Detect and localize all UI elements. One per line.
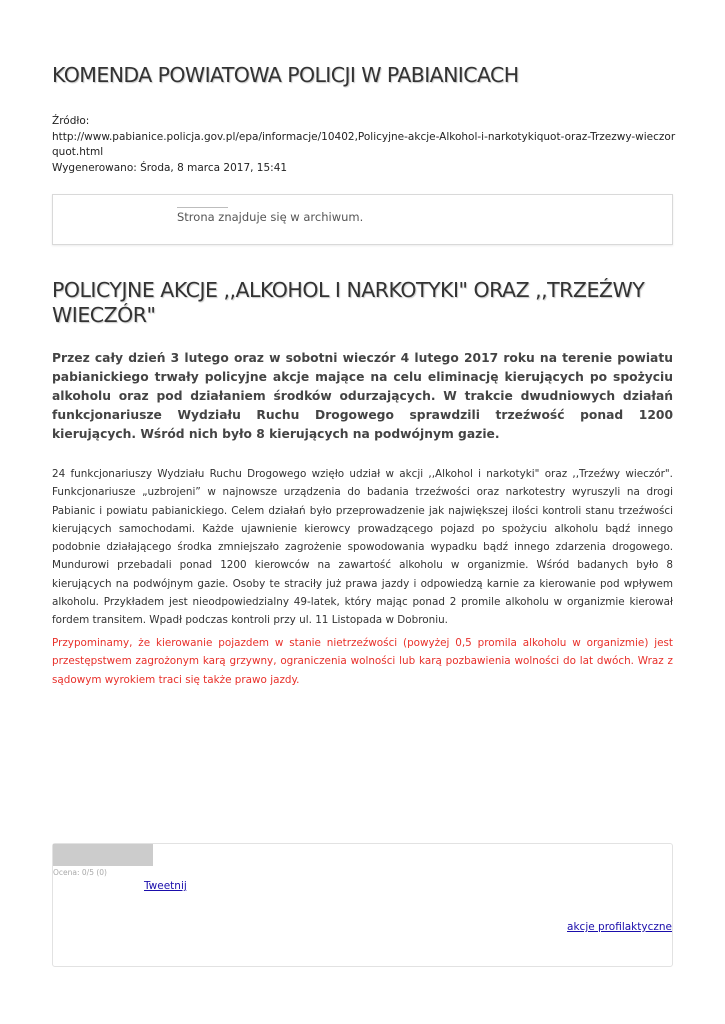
- article-body: 24 funkcjonariuszy Wydziału Ruchu Drogowego wzięło udział w akcji ,,Alkohol i narkotyki" oraz ,,Trzeźwy wieczór". Funkcjonariusze „uzbrojeni” w najnowsze urządzenia do badania trzeźwości oraz narkotestry wyruszyli na drogi Pabianic i powiatu pabianickiego. Celem działań było przeprowadzenie jak największej ilości kontroli stanu trzeźwości kierujących samochodami. Każde ujawnienie kierowcy prowadzącego pojazd po spożyciu alkoholu bądź innego podobnie działającego środka zmniejszało zagrożenie spowodowania wypadku bądź innego zdarzenia drogowego. Mundurowi przebadali ponad 1200 kierowców na zawartość alkoholu w organizmie. Wśród badanych było 8 kierujących na podwójnym gazie. Osoby te straciły już prawa jazdy i odpowiedzą karnie za kierowanie pod wpływem alkoholu. Przykładem jest nieodpowiedzialny 49-latek, który mając ponad 2 promile alkoholu w organizmie kierował fordem transitem. Wpadł podczas kontroli przy ul. 11 Listopada w Dobroniu.: [52, 468, 673, 627]
- archive-notice-box: [52, 194, 673, 245]
- article-lead: Przez cały dzień 3 lutego oraz w sobotni wieczór 4 lutego 2017 roku na terenie powiatu pabianickiego trwały policyjne akcje mające na celu eliminację kierujących po spożyciu alkoholu oraz pod działaniem środków odurzających. W trakcie dwudniowych działań funkcjonariusze Wydziału Ruchu Drogowego sprawdzili trzeźwość ponad 1200 kierujących. Wśród nich było 8 kierujących na podwójnym gazie.: [52, 351, 673, 441]
- article-footer: [52, 843, 673, 967]
- source-url: http://www.pabianice.policja.gov.pl/epa/informacje/10402,Policyjne-akcje-Alkohol-i-narkotykiquot-oraz-Trzezwy-wieczorquot.html: [52, 130, 676, 158]
- source-meta: [52, 114, 677, 176]
- archive-divider: [177, 207, 228, 208]
- rating-stars-widget[interactable]: [53, 844, 153, 866]
- rating-text: Ocena: 0/5 (0): [53, 868, 107, 877]
- site-title: KOMENDA POWIATOWA POLICJI W PABIANICACH: [52, 63, 519, 87]
- article-warning: Przypominamy, że kierowanie pojazdem w stanie nietrzeźwości (powyżej 0,5 promila alkoholu w organizmie) jest przestępstwem zagrożonym karą grzywny, ograniczenia wolności lub karą pozbawienia wolności do lat dwóch. Wraz z sądowym wyrokiem traci się także prawo jazdy.: [52, 637, 673, 686]
- tag-link-akcje-profilaktyczne[interactable]: akcje profilaktyczne: [567, 921, 672, 933]
- tweet-link[interactable]: Tweetnij: [144, 880, 187, 892]
- source-label: Źródło:: [52, 115, 90, 127]
- article-title: POLICYJNE AKCJE ,,ALKOHOL I NARKOTYKI" ORAZ ,,TRZEŹWY WIECZÓR": [52, 278, 645, 327]
- generated-date: Wygenerowano: Środa, 8 marca 2017, 15:41: [52, 161, 288, 174]
- archive-notice: Strona znajduje się w archiwum.: [177, 210, 364, 224]
